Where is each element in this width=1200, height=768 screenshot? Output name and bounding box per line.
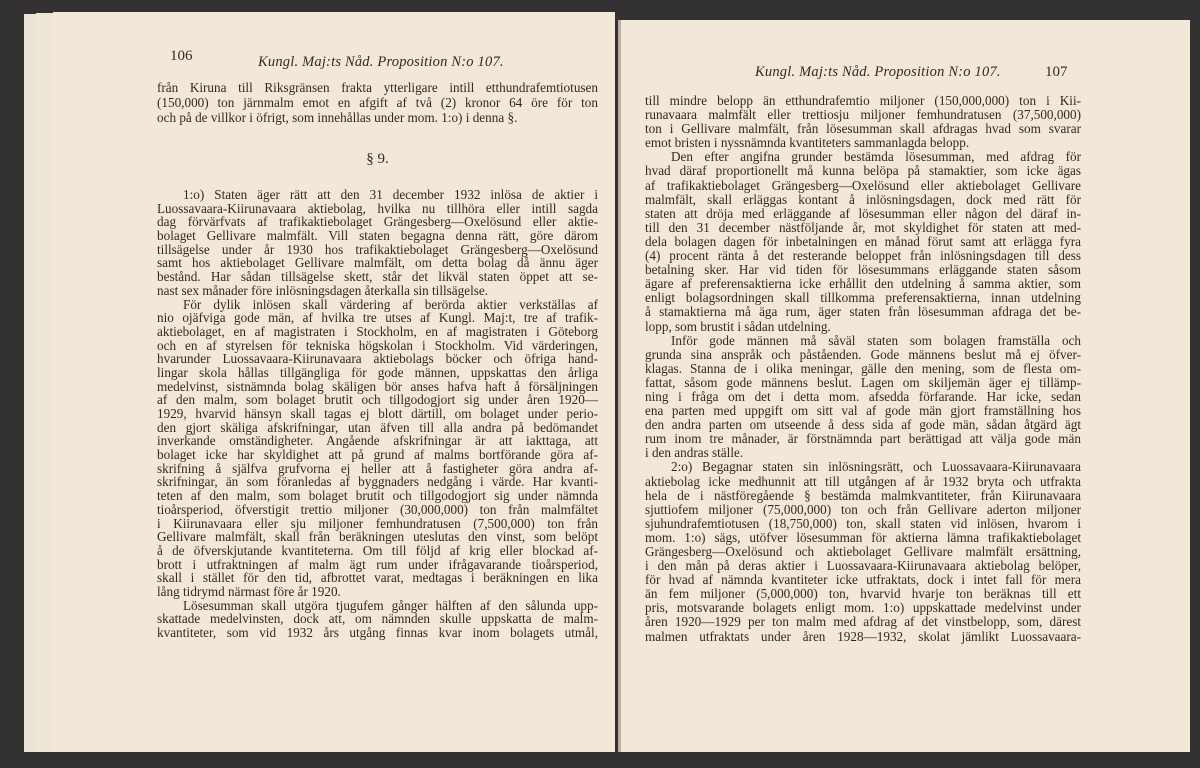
text-line: lopp, som brustit i sådan utdelning. [645, 318, 831, 334]
text-line: ena parten med uppgift om sitt val af gode män gjort framställning hos [645, 403, 1081, 419]
text-line: staten att dröja med erläggande af lösesumman eller någon del däraf in- [645, 205, 1081, 221]
text-line: kvantiteter, som vid 1932 års utgång finnas kvar inom bolagets utmål, [157, 625, 598, 640]
paragraph [645, 334, 1081, 461]
text-line: fattat, såsom gode männens beslut. Lagen om skiljemän äger ej tillämp- [645, 374, 1081, 390]
paragraph [645, 150, 1081, 333]
page-number: 107 [1045, 64, 1068, 80]
text-line: dela bolagen dagen för inbetalningen en månad förut samt att erlägga fyra [645, 233, 1081, 249]
paragraph [157, 80, 598, 125]
text-line: och en af styrelsen för tekniska högskolan i Stockholm. Vid värderingen, [157, 337, 598, 353]
text-line: hvad däraf proportionellt må kunna belöpa på stamaktier, som icke ägas [645, 163, 1081, 179]
text-line: grunda sina anspråk och påståenden. Gode männens beslut må ej öfver- [645, 346, 1081, 362]
text-line: malmen utfraktats under åren 1928—1932, skolat jämlikt Luossavaara- [645, 628, 1081, 644]
text-line: ton i Gellivare malmfält, från lösesumman skall afdragas hvad som svarar [645, 121, 1081, 137]
text-line: tillsägelse under år 1930 hos trafikaktiebolaget Grängesberg—Oxelösund [157, 241, 598, 257]
text-line: För dylik inlösen skall värdering af berörda aktier verkställas af [183, 296, 598, 312]
text-line: ägare af preferensaktierna icke erhållit den utdelning å samma aktier, som [645, 276, 1081, 292]
text-line: å stamaktierna må äga rum, äger staten från lösesumman afdraga det be- [645, 304, 1081, 320]
text-line: (4) procent ränta å det resterande beloppet från inlösningsdagen till dess [645, 248, 1081, 264]
running-head: Kungl. Maj:ts Nåd. Proposition N:o 107. [258, 54, 504, 70]
text-line: Inför gode männen må såväl staten som bolagen framställa och [671, 332, 1081, 348]
text-line: än fem miljoner (5,000,000) ton, hvarvid hvarje ton beräknas till ett [645, 586, 1081, 602]
text-line: åren 1920—1929 per ton malm med afdrag af det vinstbelopp, som, därest [645, 614, 1081, 630]
text-line: enligt bolagsordningen skall tillkomma preferensaktierna, innan utdelning [645, 290, 1081, 306]
text-line: i den andras ställe. [645, 445, 744, 461]
text-line: till mindre belopp än etthundrafemtio miljoner (150,000,000) ton i Kii- [645, 93, 1081, 108]
paragraph [645, 94, 1081, 150]
right-page-body [645, 94, 1081, 644]
text-line: lång tidrymd närmast före år 1920. [157, 583, 341, 599]
text-line: Grängesberg—Oxelösund och aktiebolaget Gellivare malmfält ersättning, [645, 544, 1081, 559]
text-line: Luossavaara-Kiirunavaara aktiebolag, hvilka nu tillhöra eller intill sagda [157, 200, 598, 216]
text-line: rum inom tre månader, är förstnämnda part berättigad att välja gode män [645, 431, 1081, 447]
text-line: från Kiruna till Riksgränsen frakta ytterligare intill etthundrafemtiotusen [157, 80, 598, 95]
page-number: 106 [170, 48, 193, 64]
text-line: bolaget Gellivare malmfält. Vill staten begagna denna rätt, göre därom [157, 228, 598, 244]
text-line: för hvad af nämnda kvantiteter icke utfraktats, dock i intet fall för mera [645, 572, 1081, 588]
text-line: medelvinst, sistnämnda bolag skäligen bör anses hafva haft å försäljningen [157, 378, 598, 394]
text-line: den gjort skäliga afskrifningar, utan äfven till alla andra på bedömandet [157, 419, 598, 435]
paragraph [157, 599, 598, 640]
right-page [618, 20, 1190, 752]
text-line: 1929, hvarvid hänsyn skall tagas ej blott därtill, om bolaget under perio- [157, 406, 598, 421]
paragraph [645, 460, 1081, 643]
paragraph [157, 188, 598, 298]
text-line: hvarunder Luossavaara-Kiirunavaara aktiebolags böcker och öfriga hand- [157, 351, 598, 367]
text-line: runavaara malmfält eller trettiosju miljoner femhundratusen (37,500,000) [645, 107, 1081, 123]
text-line: pris, motsvarande bolagets enligt mom. 1:o) uppskattade medelvinst under [645, 600, 1081, 616]
text-line: i Kiirunavaara eller sju miljoner femhundratusen (7,500,000) ton från [157, 515, 598, 531]
section-heading: § 9. [366, 151, 389, 167]
text-line: bolaget icke har skyldighet att på grund af malms bortförande göra af- [157, 447, 598, 463]
text-line: mom. 1:o) sägs, utöfver lösesumman för aktierna lämna trafikaktiebolaget [645, 529, 1081, 545]
text-line: Den efter angifna grunder bestämda lösesumman, med afdrag för [671, 149, 1081, 165]
text-line: skattade medelvinsten, dock att, om nämnden skulle uppskatta de malm- [157, 611, 598, 627]
text-line: Lösesumman skall utgöra tjugufem gånger hälften af den sålunda upp- [183, 597, 598, 613]
text-line: till den 31 december nästföljande år, mot skyldighet för staten att med- [645, 219, 1081, 235]
text-line: nio ojäfviga gode män, af hvilka tre utses af Kungl. Maj:t, tre af trafik- [157, 310, 598, 326]
left-page [53, 12, 615, 752]
text-line: nast sex månader före inlösningsdagen återkalla sin tillsägelse. [157, 282, 489, 298]
text-line: aktiebolaget, en af magistraten i Stockholm, en af magistraten i Göteborg [157, 323, 598, 339]
paragraph [157, 298, 598, 599]
text-line: betalning sker. Har vid tiden för lösesummans erläggande staten såsom [645, 262, 1081, 278]
text-line: 1:o) Staten äger rätt att den 31 december 1932 inlösa de aktier i [183, 187, 598, 202]
text-line: hela de i nästföregående § bestämda malmkvantiteter, från Kiirunavaara [645, 487, 1081, 503]
text-line: ning i fråga om det i detta mom. afsedda förfarande. Har icke, sedan [645, 388, 1081, 404]
text-line: lingar skola hållas tillgängliga för gode männen, uppskattas den årliga [157, 364, 598, 380]
text-line: skrifning å själfva grufvorna ej heller att å fastigheter göra andra af- [157, 460, 598, 476]
text-line: brott i utfraktningen af malm ägt rum under ifrågavarande tioårsperiod, [157, 556, 598, 572]
running-head: Kungl. Maj:ts Nåd. Proposition N:o 107. [755, 64, 1001, 80]
text-line: teten af den malm, som bolaget brutit och tillgodogjort sig under nämnda [157, 488, 598, 504]
text-line: skall i stället för den tid, afbrottet varat, medtagas i beräkningen en lika [157, 570, 598, 586]
text-line: tioårsperiod, öfverstigit trettio miljoner (30,000,000) ton från malmfältet [157, 501, 598, 517]
text-line: samt hos aktiebolaget Gellivare malmfält, om detta bolag då ännu äger [157, 255, 598, 271]
text-line: klagas. Stanna de i olika meningar, gälle den mening, som de flesta om- [645, 360, 1081, 376]
text-line: den andra parten om utseende å dess sida af gode män, sådan åtgärd ägt [645, 417, 1081, 433]
text-line: 2:o) Begagnar staten sin inlösningsrätt, och Luossavaara-Kiirunavaara [671, 459, 1081, 475]
text-line: emot bristen i nyssnämnda kvantiteters sammanlagda belopp. [645, 135, 970, 151]
text-line: aktiebolag icke medhunnit att till utgången af år 1932 bryta och utfrakta [645, 473, 1081, 489]
text-line: af den malm, som bolaget brutit och tillgodogjort sig under åren 1920— [157, 392, 598, 408]
text-line: sjuhundrafemtiotusen (18,750,000) ton, skall staten vid inlösen, hvarom i [645, 515, 1081, 531]
text-line: och på de villkor i öfrigt, som innehållas under mom. 1:o) i denna §. [157, 110, 518, 125]
text-line: sjuttiofem miljoner (75,000,000) ton och från Gellivare aderton miljoner [645, 501, 1081, 517]
text-line: malmfält, skall erläggas kontant å inlösningsdagen, dock med rätt för [645, 191, 1081, 207]
text-line: inverkande omständigheter. Angående afskrifningar är att iakttaga, att [157, 433, 598, 449]
text-line: dag förvärfvats af trafikaktiebolaget Grängesberg—Oxelösund eller aktie- [157, 214, 598, 230]
left-page-body [157, 80, 598, 640]
text-line: skrifningar, än som föranledas af byggnaders nedgång i värde. Har kvanti- [157, 474, 598, 490]
text-line: Gellivare malmfält, skall från beräkningen uteslutas den vinst, som belöpt [157, 529, 598, 545]
text-line: bestånd. Har sådan tillsägelse skett, står det likväl staten öppet att se- [157, 269, 598, 285]
text-line: å de öfverskjutande kvantiteterna. Om till följd af krig eller blockad af- [157, 542, 598, 558]
text-line: af trafikaktiebolaget Grängesberg—Oxelösund eller aktiebolaget Gellivare [645, 177, 1081, 193]
text-line: (150,000) ton järnmalm emot en afgift af två (2) kronor 64 öre för ton [157, 95, 598, 110]
text-line: i den mån på deras aktier i Luossavaara-Kiirunavaara aktiebolag belöper, [645, 558, 1081, 574]
